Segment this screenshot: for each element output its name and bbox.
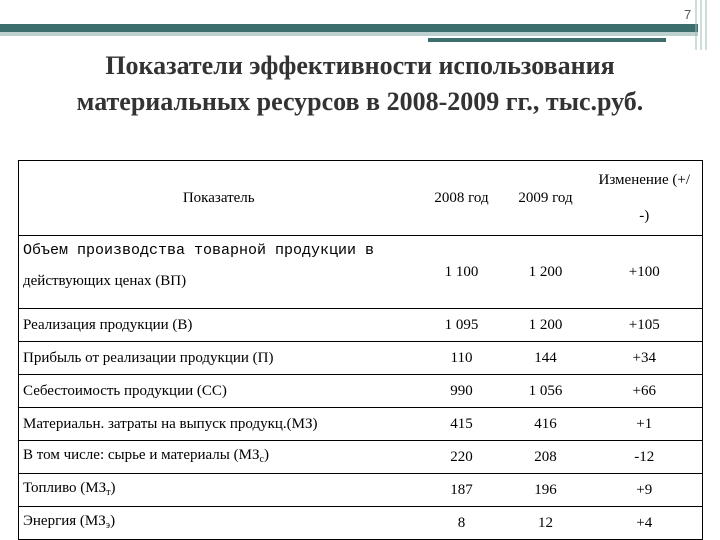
header-2009: 2009 год xyxy=(518,189,573,206)
row-value-2009: 1 200 xyxy=(505,236,587,309)
header-accent-bar xyxy=(428,38,666,42)
table-row xyxy=(19,441,703,474)
row-change: +66 xyxy=(587,375,703,408)
row-value-2009: 1 200 xyxy=(505,309,587,342)
table-row xyxy=(19,474,703,507)
header-bar-dark xyxy=(0,24,698,32)
indicators-table xyxy=(18,160,703,540)
slide-title-line-1: Показатели эффективности использования xyxy=(105,51,615,80)
row-label xyxy=(19,507,419,540)
row-label-subscript: с xyxy=(259,453,264,465)
row-label-subscript: э xyxy=(105,519,111,531)
row-value-2009: 416 xyxy=(505,408,587,441)
row-label-end: ) xyxy=(110,479,116,496)
row-label-line-1: Объем производства товарной продукции в xyxy=(23,242,375,259)
table-row xyxy=(19,408,703,441)
table-row xyxy=(19,342,703,375)
row-change: -12 xyxy=(587,441,703,474)
corner-decoration xyxy=(692,0,720,50)
row-change: +1 xyxy=(587,408,703,441)
row-label-main: В том числе: сырье и материалы (МЗ xyxy=(23,446,260,463)
row-value-2008: 990 xyxy=(419,375,505,408)
row-value-2009: 196 xyxy=(505,474,587,507)
slide-title-line-2: материальных ресурсов в 2008-2009 гг., тыс.руб. xyxy=(76,87,644,116)
row-label xyxy=(19,474,419,507)
row-change: +9 xyxy=(587,474,703,507)
table-header-row xyxy=(19,161,703,236)
row-change: +100 xyxy=(587,236,703,309)
row-label xyxy=(19,236,419,309)
row-label-line-2: действующих ценах (ВП) xyxy=(23,273,187,289)
row-value-2008: 415 xyxy=(419,408,505,441)
row-value-2009: 12 xyxy=(505,507,587,540)
row-value-2009: 1 056 xyxy=(505,375,587,408)
row-value-2008: 220 xyxy=(419,441,505,474)
slide-title xyxy=(0,48,720,120)
header-indicator: Показатель xyxy=(182,189,255,206)
row-change: +34 xyxy=(587,342,703,375)
row-label: Себестоимость продукции (СС) xyxy=(19,375,419,408)
row-value-2008: 110 xyxy=(419,342,505,375)
table-row xyxy=(19,309,703,342)
row-label-end: ) xyxy=(110,512,116,529)
row-label: Реализация продукции (В) xyxy=(19,309,419,342)
row-label: Прибыль от реализации продукции (П) xyxy=(19,342,419,375)
header-change-line-2: -) xyxy=(639,208,650,224)
row-label-main: Топливо (МЗ xyxy=(23,479,107,496)
row-value-2008: 1 100 xyxy=(419,236,505,309)
row-value-2008: 1 095 xyxy=(419,309,505,342)
row-label-subscript: т xyxy=(106,486,111,498)
header-bar-light xyxy=(0,32,698,36)
indicators-table-container xyxy=(18,160,702,540)
row-label-main: Энергия (МЗ xyxy=(23,512,106,529)
header-change-line-1: Изменение (+/ xyxy=(598,172,690,188)
header-2008: 2008 год xyxy=(434,189,489,206)
table-row xyxy=(19,507,703,540)
row-value-2008: 187 xyxy=(419,474,505,507)
table-row xyxy=(19,236,703,309)
row-value-2009: 144 xyxy=(505,342,587,375)
row-value-2008: 8 xyxy=(419,507,505,540)
row-label: Материальн. затраты на выпуск продукц.(МЗ) xyxy=(19,408,419,441)
row-change: +4 xyxy=(587,507,703,540)
page-number: 7 xyxy=(684,7,692,22)
row-label xyxy=(19,441,419,474)
row-change: +105 xyxy=(587,309,703,342)
header-change xyxy=(587,161,703,236)
row-value-2009: 208 xyxy=(505,441,587,474)
row-label-end: ) xyxy=(263,446,269,463)
table-row xyxy=(19,375,703,408)
